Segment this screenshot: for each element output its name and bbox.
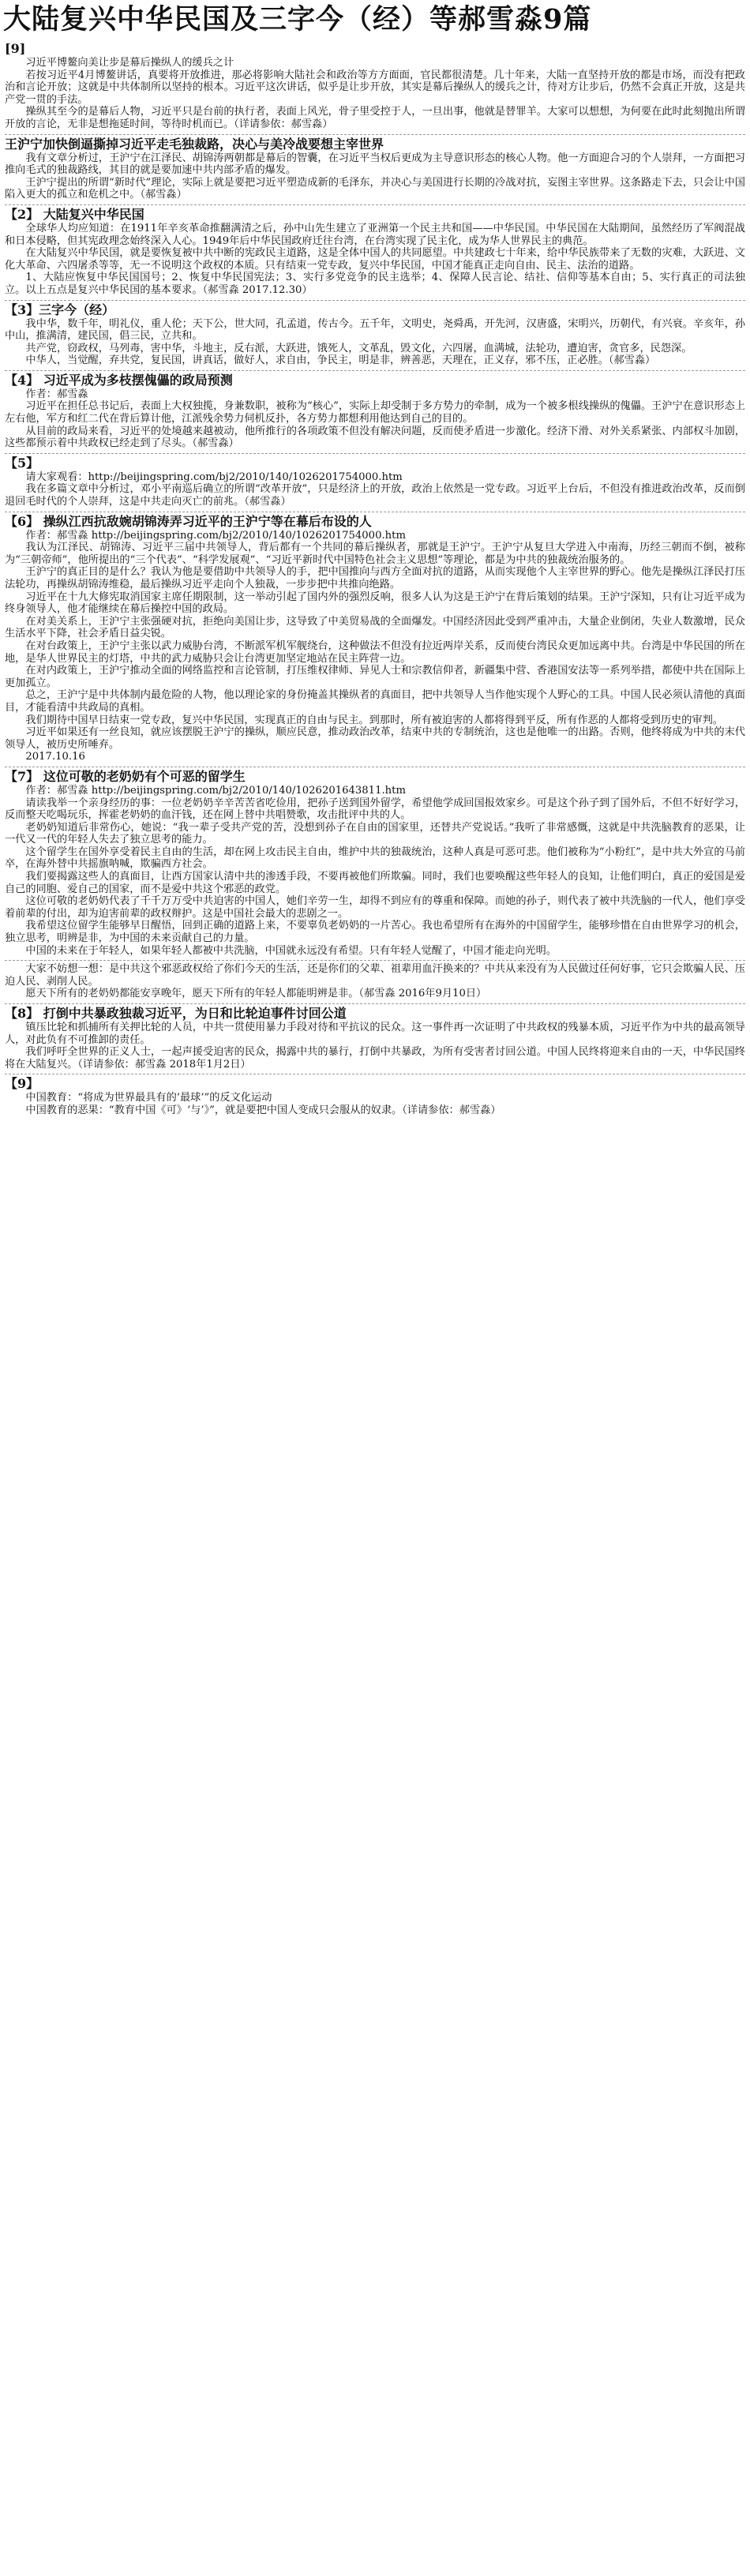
article-section (5, 508, 745, 763)
paragraph: 大家不妨想一想：是中共这个邪恶政权给了你们今天的生活，还是你们的父辈、祖辈用血汗换来的？中共从来没有为人民做过任何好事，它只会欺骗人民、压迫人民、剥削人民。 (5, 963, 745, 988)
section-divider (5, 370, 745, 371)
section-heading: 【3】三字今（经） (5, 302, 115, 317)
paragraph: 老奶奶知道后非常伤心，她说：“我一辈子受共产党的苦，没想到孙子在自由的国家里，还替共产党说话。”我听了非常感慨，这就是中共洗脑教育的恶果，让一代又一代的年轻人失去了独立思考的能力。 (5, 821, 745, 846)
paragraph: 我在多篇文章中分析过，邓小平南巡后确立的所谓“改革开放”，只是经济上的开放，政治上依然是一党专政。习近平上台后，不但没有推进政治改革，反而倒退回毛时代的个人崇拜，这是中共走向灭亡的前兆。（郝雪淼） (5, 483, 745, 508)
paragraph: 王沪宁的真正目的是什么？我认为他是要借助中共领导人的手，把中国推向与西方全面对抗的道路，从而实现他个人主宰世界的野心。他先是操纵江泽民打压法轮功，再操纵胡锦涛维稳，最后操纵习近平走向个人独裁，一步步把中共推向绝路。 (5, 566, 745, 591)
section-divider (5, 1003, 745, 1004)
section-heading: 【9】 (5, 1077, 39, 1092)
section-heading: 【8】 打倒中共暴政独裁习近平，为日和比轮迫事件讨回公道 (5, 1007, 347, 1021)
article-body (5, 39, 745, 2570)
section-divider (5, 204, 745, 205)
section-heading: 【7】 这位可敬的老奶奶有个可恶的留学生 (5, 769, 246, 784)
paragraph: 中国的未来在于年轻人，如果年轻人都被中共洗脑，中国就永远没有希望。只有年轻人觉醒了，中国才能走向光明。 (25, 944, 557, 957)
section-divider (5, 300, 745, 301)
paragraph: 作者：郝雪淼 http://beijingspring.com/bj2/2010/140/1026201643811.htm (25, 784, 406, 797)
article-section (5, 1000, 745, 1071)
paragraph: 这位可敬的老奶奶代表了千千万万受中共迫害的中国人，她们辛劳一生，却得不到应有的尊重和保障。而她的孙子，则代表了被中共洗脑的一代人，他们享受着前辈的付出，却为迫害前辈的政权辩护。这是中国社会最大的悲剧之一。 (5, 895, 745, 920)
paragraph: 总之，王沪宁是中共体制内最危险的人物，他以理论家的身份掩盖其操纵者的真面目，把中共领导人当作他实现个人野心的工具。中国人民必须认清他的真面目，才能看清中共政局的真相。 (5, 689, 745, 714)
paragraph: 共产党，窃政权，马列毒，害中华，斗地主，反右派，大跃进，饿死人，文革乱，毁文化，六四屠，血满城，法轮功，遭迫害，贪官多，民怨深。 (25, 342, 692, 354)
article-section (5, 367, 745, 450)
paragraph: 作者：郝雪淼 http://beijingspring.com/bj2/2010/140/1026201754000.htm (25, 529, 406, 542)
paragraph: 在大陆复兴中华民国，就是要恢复被中共中断的宪政民主道路，这是全体中国人的共同愿望。中共建政七十年来，给中华民族带来了无数的灾难，大跃进、文化大革命、六四屠杀等等，无一不说明这个政权的本质。只有结束一党专政，复兴中华民国，中国才能真正走向自由、民主、法治的道路。 (5, 247, 745, 272)
paragraph: 习近平在担任总书记后，表面上大权独揽，身兼数职，被称为“核心”，实际上却受制于多方势力的牵制，成为一个被多根线操纵的傀儡。王沪宁在意识形态上左右他，军方和红二代在背后算计他，江派残余势力伺机反扑，各方势力都想利用他达到自己的目的。 (5, 400, 745, 426)
paragraph: 我希望这位留学生能够早日醒悟，回到正确的道路上来，不要辜负老奶奶的一片苦心。我也希望所有在海外的中国留学生，能够珍惜在自由世界学习的机会，独立思考，明辨是非，为中国的未来贡献自己的力量。 (5, 920, 745, 945)
paragraph: 习近平在十九大修宪取消国家主席任期限制，这一举动引起了国内外的强烈反响，很多人认为这是王沪宁在背后策划的结果。王沪宁深知，只有让习近平成为终身领导人，他才能继续在幕后操控中国的政局。 (5, 591, 745, 616)
paragraph: 镇压比轮和抓捕所有关押比轮的人员，中共一贯使用暴力手段对待和平抗议的民众。这一事件再一次证明了中共政权的残暴本质，习近平作为中共的最高领导人，对此负有不可推卸的责任。 (5, 1022, 745, 1046)
paragraph: 这个留学生在国外享受着民主自由的生活，却在网上攻击民主自由，维护中共的独裁统治，这种人真是可恶可悲。他们被称为“小粉红”，是中共大外宣的马前卒，在海外替中共摇旗呐喊，欺骗西方社会。 (5, 846, 745, 871)
article-section (5, 131, 745, 201)
paragraph: 我有文章分析过，王沪宁在江泽民、胡锦涛两朝都是幕后的智囊，在习近平当权后更成为主导意识形态的核心人物。他一方面迎合习的个人崇拜，一方面把习推向毛式的独裁路线，其目的就是要加速中共内部矛盾的爆发。 (5, 152, 745, 177)
paragraph: 愿天下所有的老奶奶都能安享晚年，愿天下所有的年轻人都能明辨是非。（郝雪淼 2016年9月10日） (25, 988, 487, 1000)
article-section (5, 763, 745, 957)
paragraph: 习近平如果还有一丝良知，就应该摆脱王沪宁的操纵，顺应民意，推动政治改革，结束中共的专制统治，这也是他唯一的出路。否则，他终将成为中共的末代领导人，被历史所唾弃。 (5, 726, 745, 751)
paragraph: 中国教育：“将成为世界最具有的‘最球’”的反文化运动 (25, 1092, 272, 1104)
section-heading: 【2】 大陆复兴中华民国 (5, 207, 144, 222)
section-divider (5, 453, 745, 454)
paragraph: 习近平博鳌向美让步是幕后操纵人的缓兵之计 (25, 57, 234, 69)
paragraph: 操纵其至今的是幕后人物，习近平只是台前的执行者，表面上风光，骨子里受控于人，一旦出事，他就是替罪羊。大家可以想想，为何要在此时此刻抛出所谓开放的言论，无非是想拖延时间，等待时机而已。（详请参依：郝雪淼） (5, 106, 745, 130)
paragraph: 请读我举一个亲身经历的事：一位老奶奶辛辛苦苦省吃俭用，把孙子送到国外留学，希望他学成回国报效家乡。可是这个孙子到了国外后，不但不好好学习，反而整天吃喝玩乐，挥霍老奶奶的血汗钱，还在网上替中共唱赞歌，攻击批评中共的人。 (5, 797, 745, 822)
paragraph: 中华人，当觉醒，弃共党，复民国，讲真话，做好人，求自由，争民主，明是非，辨善恶，天理在，正义存，邪不压，正必胜。（郝雪淼） (25, 354, 656, 367)
paragraph: 若按习近平4月博鳌讲话，真要将开放推进，那必将影响大陆社会和政治等方方面面，官民都很清楚。几十年来，大陆一直坚持开放的都是市场，而没有把政治和言论开放；这就是中共体制所以坚持的根本。习近平这次讲话，似乎是让步开放，其实是幕后操纵人的缓兵之计，待对方让步后，仍然不会真正开放，这是共产党一贯的手法。 (5, 69, 745, 106)
paragraph: 作者：郝雪淼 (25, 388, 88, 400)
section-heading: 【5】 (5, 456, 39, 471)
paragraph: 1、大陆应恢复中华民国国号；2、恢复中华民国宪法；3、实行多党竞争的民主选举；4、保障人民言论、结社、信仰等基本自由；5、实行真正的司法独立。以上五点是复兴中华民国的基本要求。（郝雪淼 2017.12.30） (5, 272, 745, 296)
section-heading: [9] (5, 42, 26, 56)
section-divider (5, 960, 745, 961)
paragraph: 我们期待中国早日结束一党专政，复兴中华民国，实现真正的自由与民主。到那时，所有被迫害的人都将得到平反，所有作恶的人都将受到历史的审判。 (25, 714, 723, 726)
section-heading: 【4】 习近平成为多枝摆傀儡的政局预测 (5, 373, 233, 388)
section-heading: 王沪宁加快倒逼撕掉习近平走毛独裁路，决心与美冷战要想主宰世界 (5, 137, 384, 152)
paragraph: 全球华人均应知道：在1911年辛亥革命推翻满清之后，孙中山先生建立了亚洲第一个民主共和国——中华民国。中华民国在大陆期间，虽然经历了军阀混战和日本侵略，但其宪政理念始终深入人心。1949年后中华民国政府迁往台湾，在台湾实现了民主化，成为华人世界民主的典范。 (5, 222, 745, 247)
paragraph: 请大家观看：http://beijingspring.com/bj2/2010/140/1026201754000.htm (25, 471, 403, 483)
paragraph: 我中华，数千年，明礼仪，重人伦；天下公，世大同，孔孟道，传古今。五千年，文明史，尧舜禹，开先河，汉唐盛，宋明兴，历朝代，有兴衰。辛亥年，孙中山，推满清，建民国，倡三民，立共和。 (5, 317, 745, 343)
article-section (5, 39, 745, 131)
article-section (5, 201, 745, 297)
section-divider (5, 134, 745, 135)
article-section (5, 297, 745, 367)
paragraph: 中国教育的恶果：“教育中国《可》‘与’》”，就是要把中国人变成只会服从的奴隶。（详请参依：郝雪淼） (25, 1104, 501, 1116)
paragraph: 我们要揭露这些人的真面目，让西方国家认清中共的渗透手段，不要再被他们所欺骗。同时，我们也要唤醒这些年轻人的良知，让他们明白，真正的爱国是爱自己的同胞、爱自己的国家，而不是爱中共这个邪恶的政党。 (5, 871, 745, 895)
paragraph: 在对美关系上，王沪宁主张强硬对抗，拒绝向美国让步，这导致了中美贸易战的全面爆发。中国经济因此受到严重冲击，大量企业倒闭，失业人数激增，民众生活水平下降，社会矛盾日益尖锐。 (5, 615, 745, 640)
paragraph: 我们呼吁全世界的正义人士，一起声援受迫害的民众，揭露中共的暴行，打倒中共暴政，为所有受害者讨回公道。中国人民终将迎来自由的一天，中华民国终将在大陆复兴。（详请参依：郝雪淼 2018年1月2日） (5, 1046, 745, 1071)
article-section (5, 450, 745, 508)
article-section (5, 1071, 745, 1116)
section-heading: 【6】 操纵江西抗敌婉胡锦涛弄习近平的王沪宁等在幕后布设的人 (5, 514, 372, 529)
page-title: 大陆复兴中华民国及三字今（经）等郝雪淼9篇 (3, 3, 592, 36)
paragraph: 2017.10.16 (25, 751, 85, 763)
paragraph: 在对台政策上，王沪宁主张以武力威胁台湾，不断派军机军舰绕台，这种做法不但没有拉近两岸关系，反而使台湾民众更加远离中共。台湾是中华民国的所在地，是华人世界民主的灯塔，中共的武力威胁只会让台湾更加坚定地站在民主阵营一边。 (5, 639, 745, 665)
paragraph: 我认为江泽民、胡锦涛、习近平三届中共领导人，背后都有一个共同的幕后操纵者，那就是王沪宁。王沪宁从复旦大学进入中南海，历经三朝而不倒，被称为“三朝帝师”，他所提出的“三个代表”、“科学发展观”、“习近平新时代中国特色社会主义思想”等理论，都是为中共的独裁统治服务的。 (5, 542, 745, 566)
paragraph: 在对内政策上，王沪宁推动全面的网络监控和言论管制，打压维权律师、异见人士和宗教信仰者，新疆集中营、香港国安法等一系列举措，都使中共在国际上更加孤立。 (5, 665, 745, 689)
paragraph: 王沪宁提出的所谓“新时代”理论，实际上就是要把习近平塑造成新的毛泽东，并决心与美国进行长期的冷战对抗，妄图主宰世界。这条路走下去，只会让中国陷入更大的孤立和危机之中。（郝雪淼） (5, 176, 745, 201)
paragraph: 从目前的政局来看，习近平的处境越来越被动，他所推行的各项政策不但没有解决问题，反而使矛盾进一步激化。经济下滑、对外关系紧张、内部权斗加剧，这些都预示着中共政权已经走到了尽头。（郝雪淼） (5, 425, 745, 450)
article-section (5, 957, 745, 1000)
